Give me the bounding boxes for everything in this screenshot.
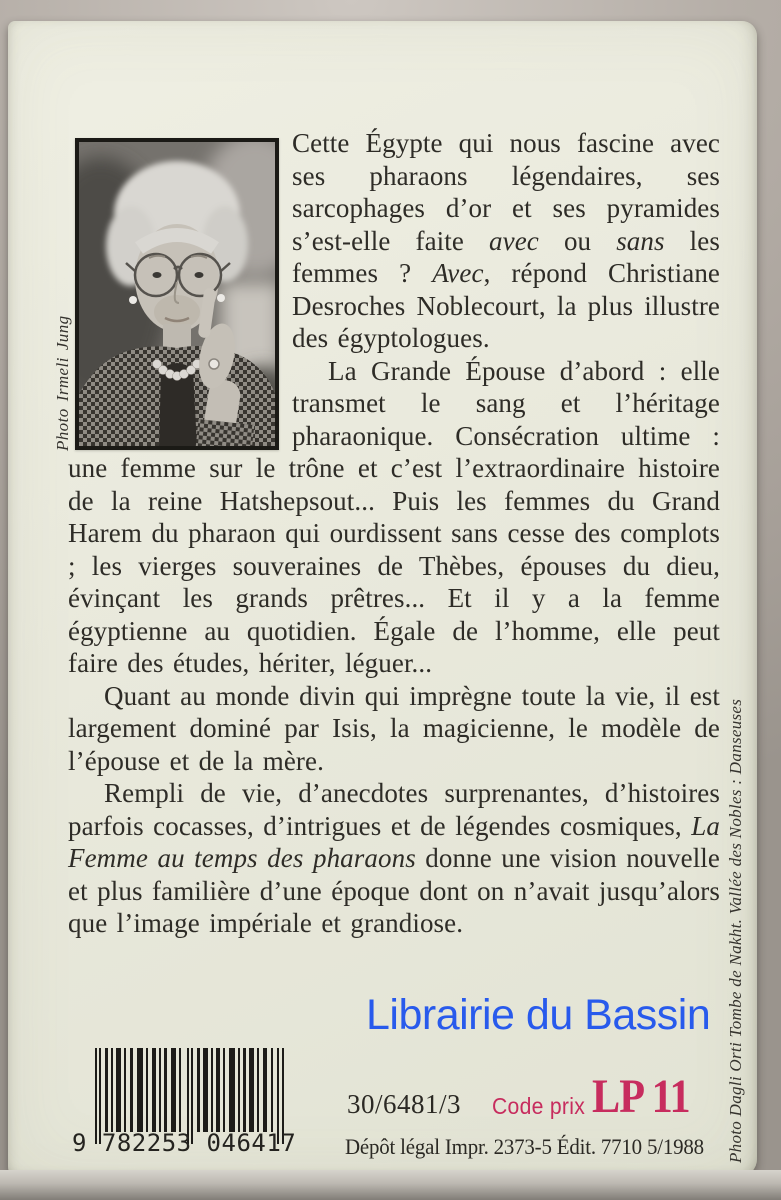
photo-credit-left: Photo Irmeli Jung <box>53 315 72 451</box>
print-code: 30/6481/3 <box>347 1089 462 1119</box>
paragraph-3: Quant au monde divin qui imprègne toute la vie, il est largement dominé par Isis, la magicienne, le modèle de l’épouse et de la mère. <box>68 680 720 776</box>
author-photo-block <box>53 127 280 451</box>
price-label: Code prix <box>492 1093 586 1119</box>
author-photo-frame <box>75 138 279 450</box>
watermark-overlay: Librairie du Bassin <box>366 991 711 1039</box>
author-portrait-photo <box>79 142 275 446</box>
paragraph-1: Cette Égypte qui nous fascine avec ses pharaons légendaires, ses sarcophages d’or et ses pyramides s’est-elle faite avec ou sans les femmes ? Avec, répond Christiane Desroches Noblecourt, la plus illustre des égyptologues. <box>292 128 721 353</box>
legal-line: Dépôt légal Impr. 2373-5 Édit. 7710 5/1988 <box>345 1134 704 1159</box>
price-code: LP 11 <box>592 1070 690 1123</box>
barcode-number: 9 782253 046417 <box>72 1129 297 1157</box>
body-text <box>53 127 721 940</box>
paragraph-4: Rempli de vie, d’anecdotes surprenantes, d’histoires parfois cocasses, d’intrigues et de légendes cosmiques, La Femme au temps des pharaons donne une vision nouvelle et plus familière d’une époque dont on n’avait jusqu’alors que l’image impériale et grandiose. <box>68 778 720 938</box>
photo-credit-right: Photo Dagli Orti Tombe de Nakht. Vallée des Nobles : Danseuses <box>726 698 745 1163</box>
table-surface <box>0 1170 781 1200</box>
paragraph-2: La Grande Épouse d’abord : elle transmet le sang et l’héritage pharaonique. Consécration ultime : une femme sur le trône et c’est l’extraordinaire histoire de la reine Hatshepsout... Puis les femmes du Grand Harem du pharaon qui ourdissent sans cesse des complots ; les vierges souveraines de Thèbes, épouses du dieu, évinçant les grands prêtres... Et il y a la femme égyptienne au quotidien. Égale de l’homme, elle peut faire des études, hériter, léguer... <box>68 355 720 678</box>
